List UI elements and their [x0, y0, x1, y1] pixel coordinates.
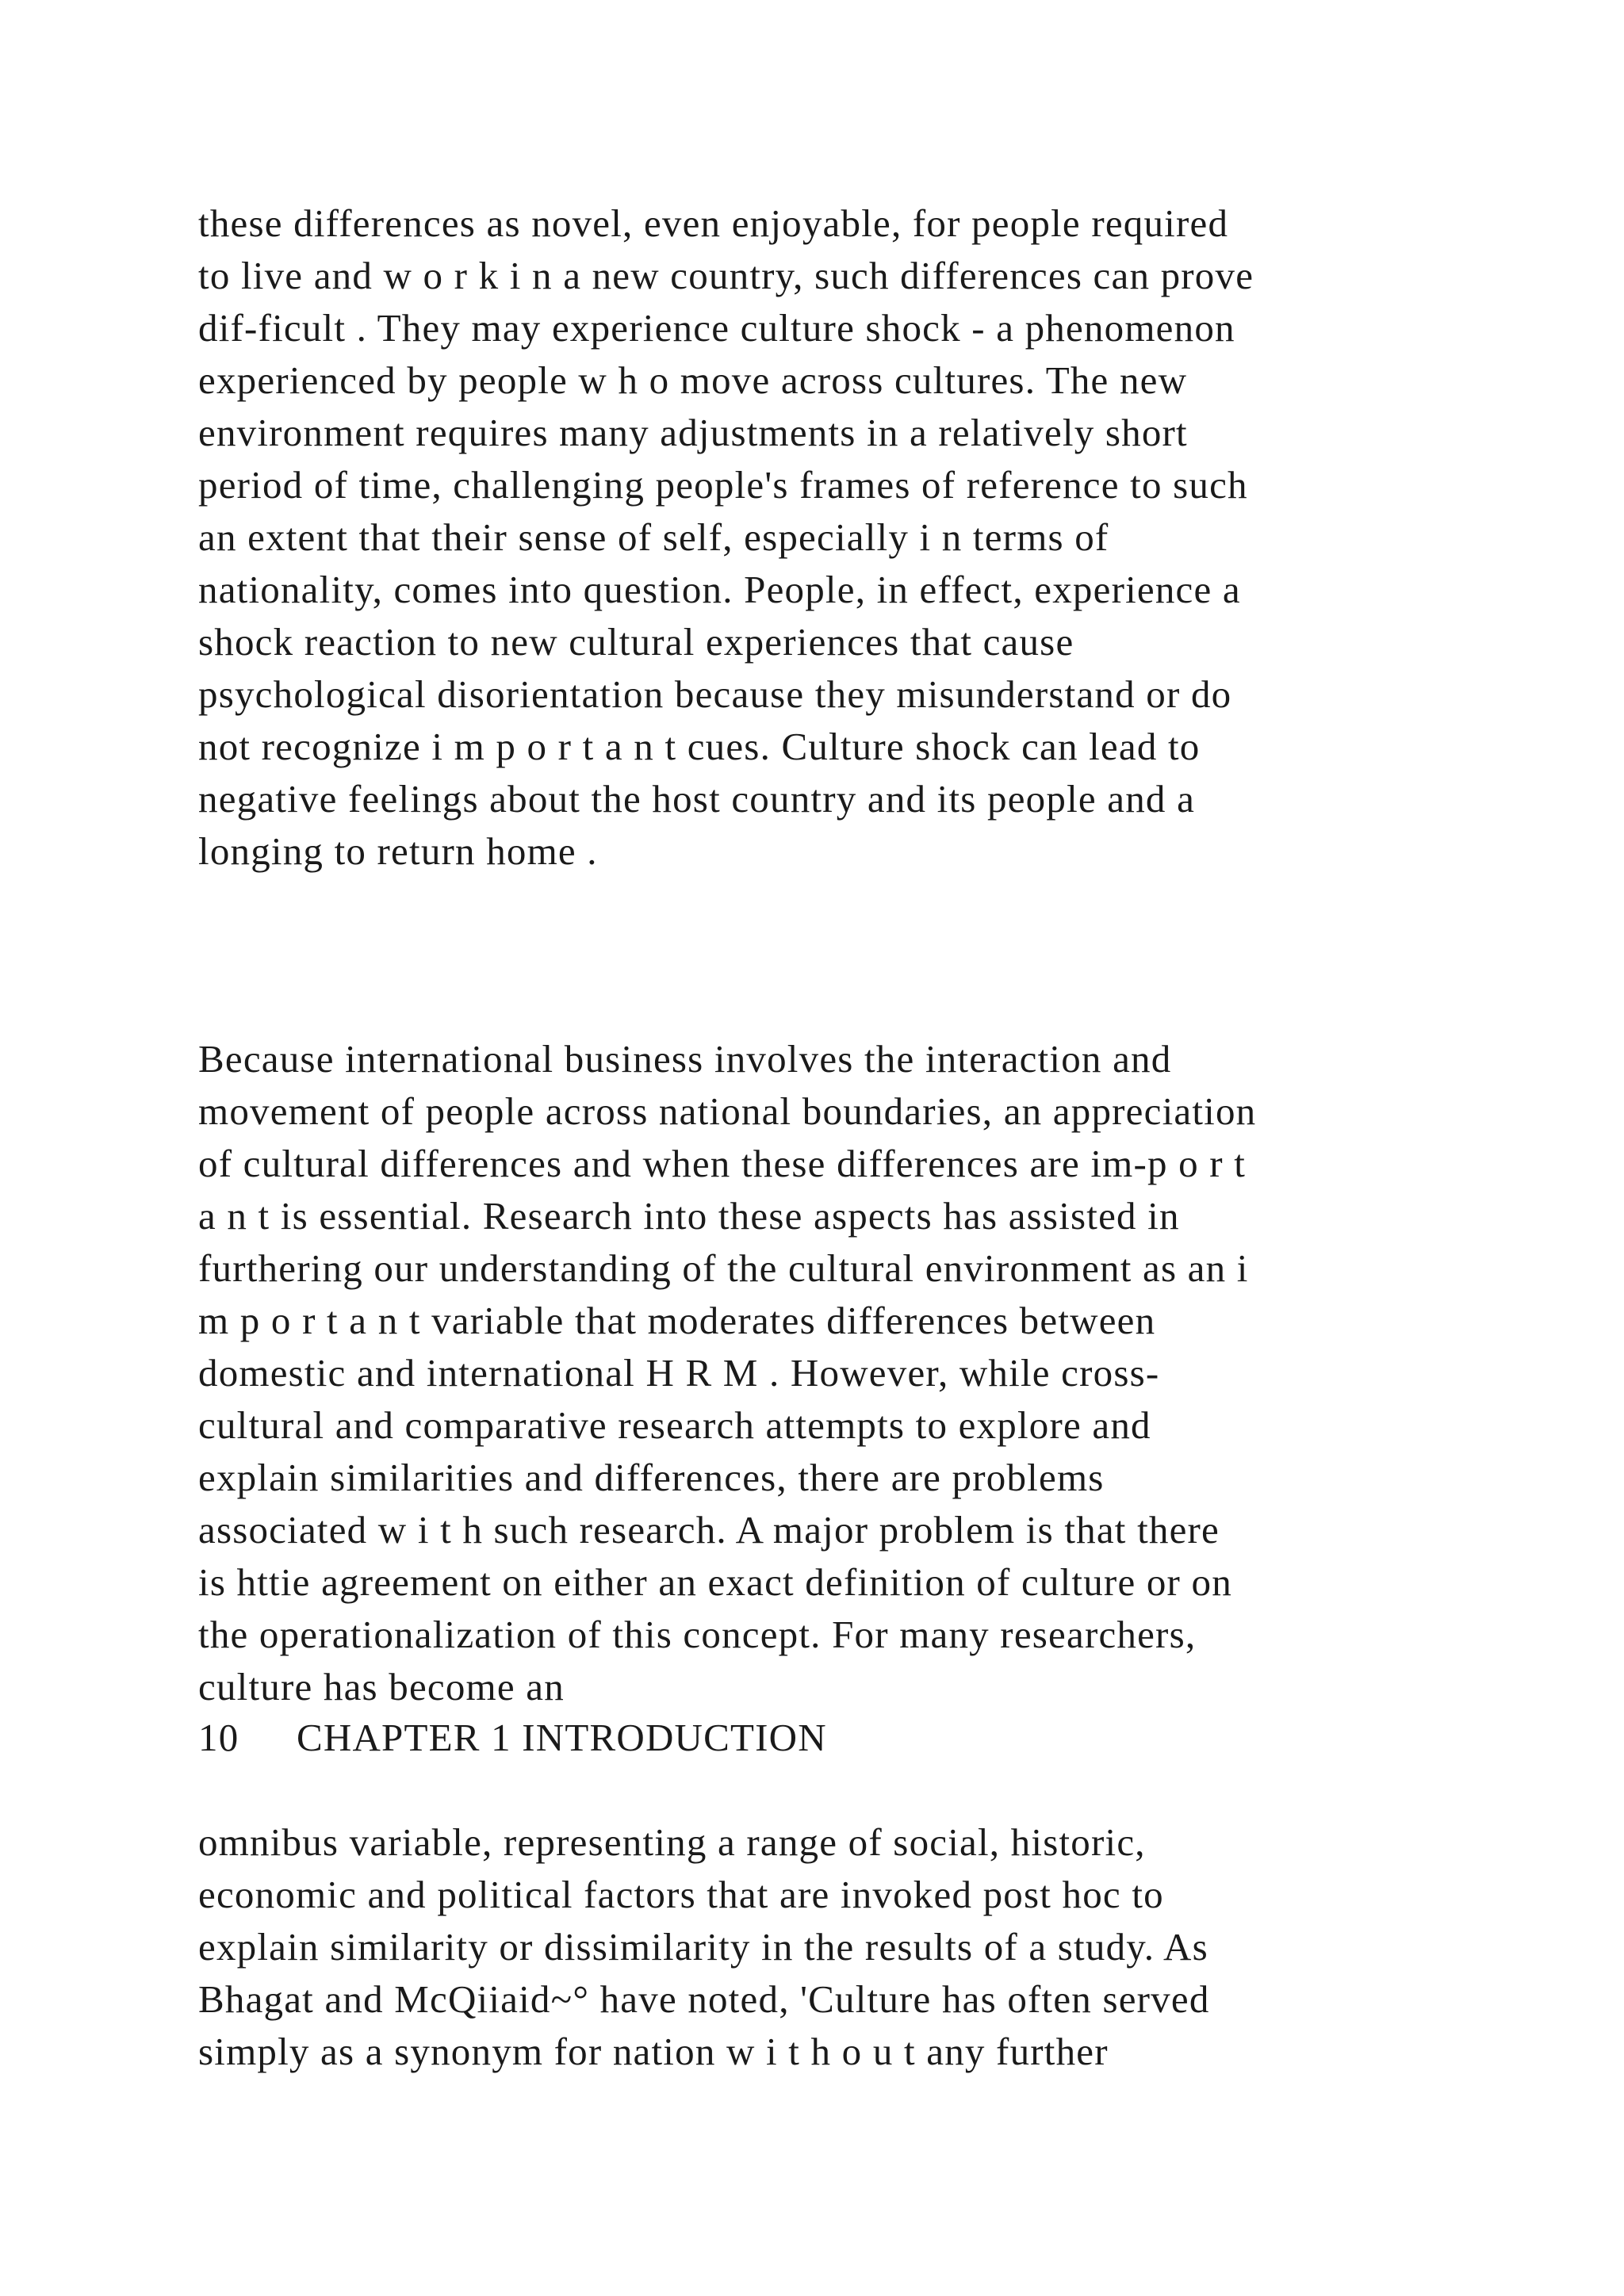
text-line: simply as a synonym for nation w i t h o u t any further [198, 2030, 1109, 2073]
text-line: dif-ficult . They may experience culture shock - a phenomenon [198, 306, 1235, 350]
text-line: movement of people across national boundaries, an appreciation [198, 1089, 1257, 1133]
text-line: shock reaction to new cultural experiences that cause [198, 620, 1074, 664]
text-line: nationality, comes into question. People, in effect, experience a [198, 568, 1241, 611]
text-line: psychological disorientation because they misunderstand or do [198, 672, 1232, 716]
text-line: explain similarity or dissimilarity in the results of a study. As [198, 1925, 1208, 1969]
text-line: experienced by people w h o move across cultures. The new [198, 358, 1188, 402]
text-line: domestic and international H R M . However, while cross- [198, 1351, 1160, 1395]
paragraph-culture-shock [198, 197, 1546, 878]
page-number: 10 [198, 1716, 239, 1759]
paragraph-international-business [198, 1033, 1546, 1713]
paragraph-omnibus-variable [198, 1816, 1546, 2078]
text-line: an extent that their sense of self, especially i n terms of [198, 515, 1109, 559]
text-line: is httie agreement on either an exact definition of culture or on [198, 1560, 1232, 1604]
text-line: the operationalization of this concept. For many researchers, [198, 1613, 1197, 1656]
text-line: culture has become an [198, 1665, 565, 1709]
text-line: m p o r t a n t variable that moderates differences between [198, 1299, 1156, 1342]
text-line: of cultural differences and when these differences are im-p o r t [198, 1142, 1247, 1185]
text-line: associated w i t h such research. A major problem is that there [198, 1508, 1220, 1552]
text-line: not recognize i m p o r t a n t cues. Culture shock can lead to [198, 725, 1201, 768]
text-line: to live and w o r k i n a new country, such differences can prove [198, 254, 1254, 297]
text-line: longing to return home . [198, 829, 598, 873]
text-line: period of time, challenging people's frames of reference to such [198, 463, 1248, 507]
chapter-heading: CHAPTER 1 INTRODUCTION [297, 1716, 827, 1759]
text-line: negative feelings about the host country and its people and a [198, 777, 1196, 821]
text-line: furthering our understanding of the cultural environment as an i [198, 1246, 1249, 1290]
text-line: Because international business involves the interaction and [198, 1037, 1172, 1081]
text-line: economic and political factors that are invoked post hoc to [198, 1873, 1164, 1916]
text-line: Bhagat and McQiiaid~° have noted, 'Culture has often served [198, 1977, 1210, 2021]
text-line: environment requires many adjustments in a relatively short [198, 411, 1188, 454]
page-footer [198, 1712, 827, 1764]
text-line: a n t is essential. Research into these aspects has assisted in [198, 1194, 1180, 1238]
text-line: cultural and comparative research attempts to explore and [198, 1403, 1151, 1447]
text-line: these differences as novel, even enjoyable, for people required [198, 201, 1229, 245]
text-line: omnibus variable, representing a range of social, historic, [198, 1820, 1146, 1864]
text-line: explain similarities and differences, there are problems [198, 1456, 1105, 1499]
